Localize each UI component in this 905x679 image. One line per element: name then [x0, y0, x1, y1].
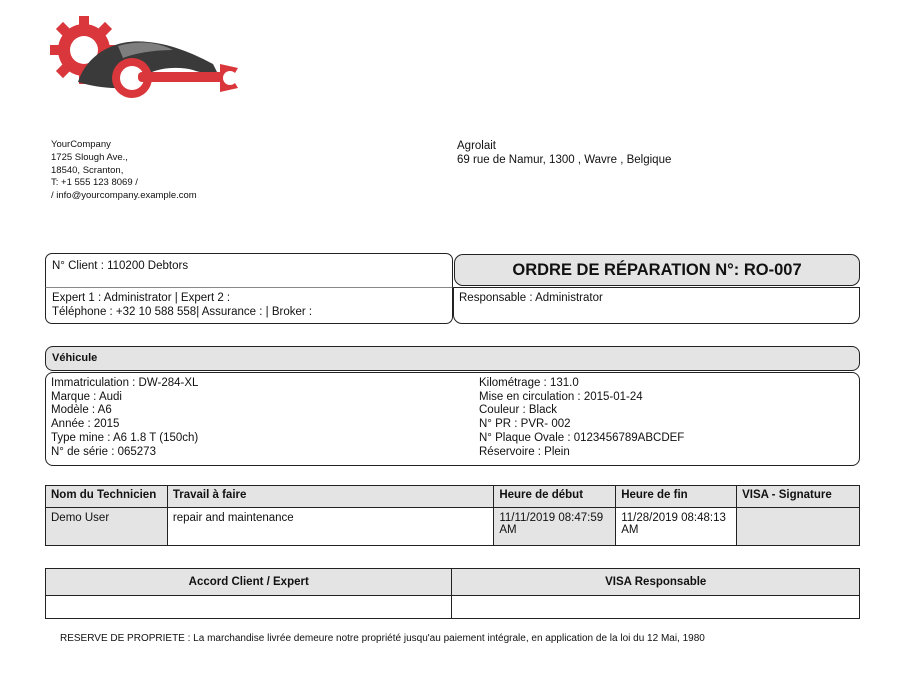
cell-work: repair and maintenance [167, 508, 493, 546]
experts-line: Expert 1 : Administrator | Expert 2 : [52, 292, 231, 304]
cell-start: 11/11/2019 08:47:59 AM [494, 508, 616, 546]
col-visa-responsible: VISA Responsable [452, 569, 860, 596]
vehicle-serial: N° de série : 065273 [51, 445, 156, 458]
ownership-reserve-note: RESERVE DE PROPRIETE : La marchandise livrée demeure notre propriété jusqu'au paiement intégrale, en application de la loi du 12 Mai, 1980 [60, 633, 705, 644]
signature-header-row [46, 569, 860, 596]
customer-street: 69 rue de Namur, 1300 , Wavre , Belgique [457, 154, 672, 166]
vehicle-color: Couleur : Black [479, 404, 557, 417]
company-address [51, 139, 197, 203]
signature-row [46, 596, 860, 619]
cell-visa [737, 508, 860, 546]
table-row [46, 508, 860, 546]
cell-client-agreement [46, 596, 452, 619]
company-logo [48, 12, 240, 104]
cell-technician: Demo User [46, 508, 168, 546]
phone-insurance-line: Téléphone : +32 10 588 558| Assurance : | Broker : [52, 306, 313, 318]
company-name: YourCompany [51, 139, 111, 150]
customer-address [457, 139, 671, 167]
client-details-box [45, 287, 453, 324]
col-work: Travail à faire [167, 486, 493, 508]
company-phone: T: +1 555 123 8069 / [51, 177, 138, 189]
vehicle-tank: Réservoire : Plein [479, 445, 570, 458]
col-client-agreement: Accord Client / Expert [46, 569, 452, 596]
vehicle-left-column [51, 377, 198, 459]
company-address-line2: 18540, Scranton, [51, 164, 124, 176]
client-number-box [45, 253, 453, 287]
responsible-label: Responsable : Administrator [459, 292, 603, 304]
vehicle-type: Type mine : A6 1.8 T (150ch) [51, 431, 199, 444]
vehicle-details [45, 372, 860, 466]
technician-table [45, 485, 860, 546]
vehicle-header: Véhicule [45, 346, 860, 371]
col-technician: Nom du Technicien [46, 486, 168, 508]
vehicle-registration: Immatriculation : DW-284-XL [51, 377, 199, 389]
table-header-row [46, 486, 860, 508]
vehicle-pr-number: N° PR : PVR- 002 [479, 418, 571, 431]
cell-end: 11/28/2019 08:48:13 AM [616, 508, 737, 546]
order-responsible [453, 287, 860, 324]
vehicle-model: Modèle : A6 [51, 404, 112, 417]
cell-visa-responsible [452, 596, 860, 619]
col-end: Heure de fin [616, 486, 737, 508]
vehicle-right-column [479, 377, 684, 459]
customer-name: Agrolait [457, 140, 496, 152]
company-email: / info@yourcompany.example.com [51, 190, 197, 202]
vehicle-oval-plate: N° Plaque Ovale : 0123456789ABCDEF [479, 431, 685, 444]
client-number: N° Client : 110200 Debtors [52, 260, 189, 272]
col-start: Heure de début [494, 486, 616, 508]
col-visa: VISA - Signature [737, 486, 860, 508]
vehicle-mileage: Kilométrage : 131.0 [479, 377, 579, 389]
signature-table [45, 568, 860, 619]
vehicle-year: Année : 2015 [51, 418, 120, 431]
vehicle-first-registration: Mise en circulation : 2015-01-24 [479, 390, 643, 403]
vehicle-brand: Marque : Audi [51, 390, 122, 403]
order-title: ORDRE DE RÉPARATION N°: RO-007 [454, 254, 860, 286]
company-address-line1: 1725 Slough Ave., [51, 151, 128, 163]
